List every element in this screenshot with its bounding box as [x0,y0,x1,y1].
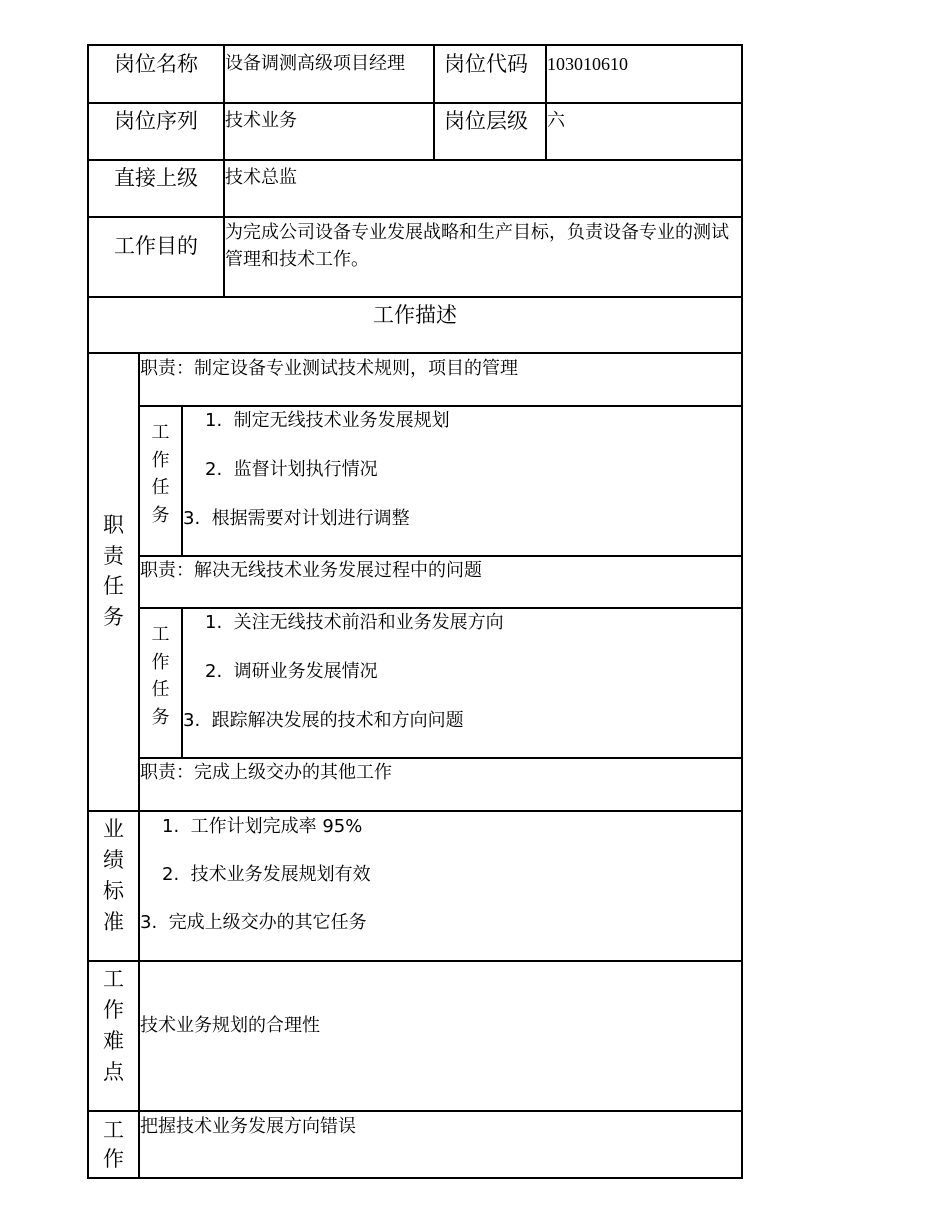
table-border [139,607,743,609]
task-label-char: 务 [151,706,170,728]
task-label-char: 工 [151,624,170,645]
risk-label-char: 工 [103,1118,124,1142]
table-border [87,102,743,104]
table-border [139,555,743,557]
post-code-value: 103010610 [547,54,628,74]
superior-value: 技术总监 [225,167,297,188]
duty-text: 职责：解决无线技术业务发展过程中的问题 [140,560,482,581]
table-border [87,296,743,298]
table-border [181,405,183,557]
task-label-char: 务 [151,504,170,526]
post-level-value: 六 [547,110,565,131]
purpose-value: 为完成公司设备专业发展战略和生产目标，负责设备专业的测试管理和技术工作。 [225,222,729,270]
duty-text: 职责：制定设备专业测试技术规则，项目的管理 [140,358,518,379]
table-border [87,1177,743,1179]
task-item: 2. 调研业务发展情况 [205,661,378,682]
table-border [87,1110,743,1112]
table-border [139,757,743,759]
task-label-char: 任 [151,477,170,498]
table-border [87,960,743,962]
duties-label [89,510,138,632]
performance-label-char: 业 [103,817,124,841]
purpose-label: 工作目的 [114,234,198,258]
task-item: 3. 根据需要对计划进行调整 [183,508,410,529]
task-item: 1. 制定无线技术业务发展规划 [205,410,450,431]
table-border [87,810,743,812]
task-item: 1. 关注无线技术前沿和业务发展方向 [205,612,504,633]
risk-label-char: 作 [103,1147,124,1171]
table-border [87,44,743,46]
post-name-value: 设备调测高级项目经理 [225,53,405,74]
post-code-label: 岗位代码 [444,52,528,76]
duty-text: 职责：完成上级交办的其他工作 [140,762,392,783]
duties-label-char: 职 [103,513,124,537]
task-label-char: 工 [151,422,170,443]
task-label [140,621,181,731]
task-label-char: 作 [151,651,170,673]
duties-label-char: 任 [103,574,124,598]
post-name-label: 岗位名称 [114,52,198,76]
risk-value: 把握技术业务发展方向错误 [140,1116,356,1137]
table-border [87,216,743,218]
difficulty-label-char: 工 [103,967,124,991]
performance-label-char: 标 [103,879,124,903]
task-item: 2. 监督计划执行情况 [205,459,378,480]
difficulty-value: 技术业务规划的合理性 [140,1015,320,1036]
performance-label-char: 绩 [103,848,124,872]
task-item: 3. 跟踪解决发展的技术和方向问题 [183,710,464,731]
table-border [741,44,743,1179]
performance-item: 3. 完成上级交办的其它任务 [140,912,367,933]
risk-label [89,1116,138,1174]
difficulty-label-char: 难 [103,1029,124,1053]
difficulty-label-char: 点 [103,1060,124,1084]
duties-label-char: 责 [103,543,124,568]
task-label [140,419,181,529]
duties-label-char: 务 [103,604,124,629]
table-border [181,607,183,759]
table-border [87,352,743,354]
performance-item: 1. 工作计划完成率 95% [162,816,363,837]
table-border [87,159,743,161]
post-level-label: 岗位层级 [444,109,528,133]
performance-label [89,814,138,938]
task-label-char: 任 [151,679,170,700]
post-series-label: 岗位序列 [114,109,198,133]
performance-label-char: 准 [103,910,124,934]
performance-item: 2. 技术业务发展规划有效 [162,864,371,885]
post-series-value: 技术业务 [225,110,297,131]
table-border [433,44,435,161]
description-title: 工作描述 [373,303,457,327]
task-label-char: 作 [151,449,170,471]
difficulty-label [89,964,138,1088]
table-border [139,405,743,407]
superior-label: 直接上级 [114,166,198,190]
difficulty-label-char: 作 [103,998,124,1022]
